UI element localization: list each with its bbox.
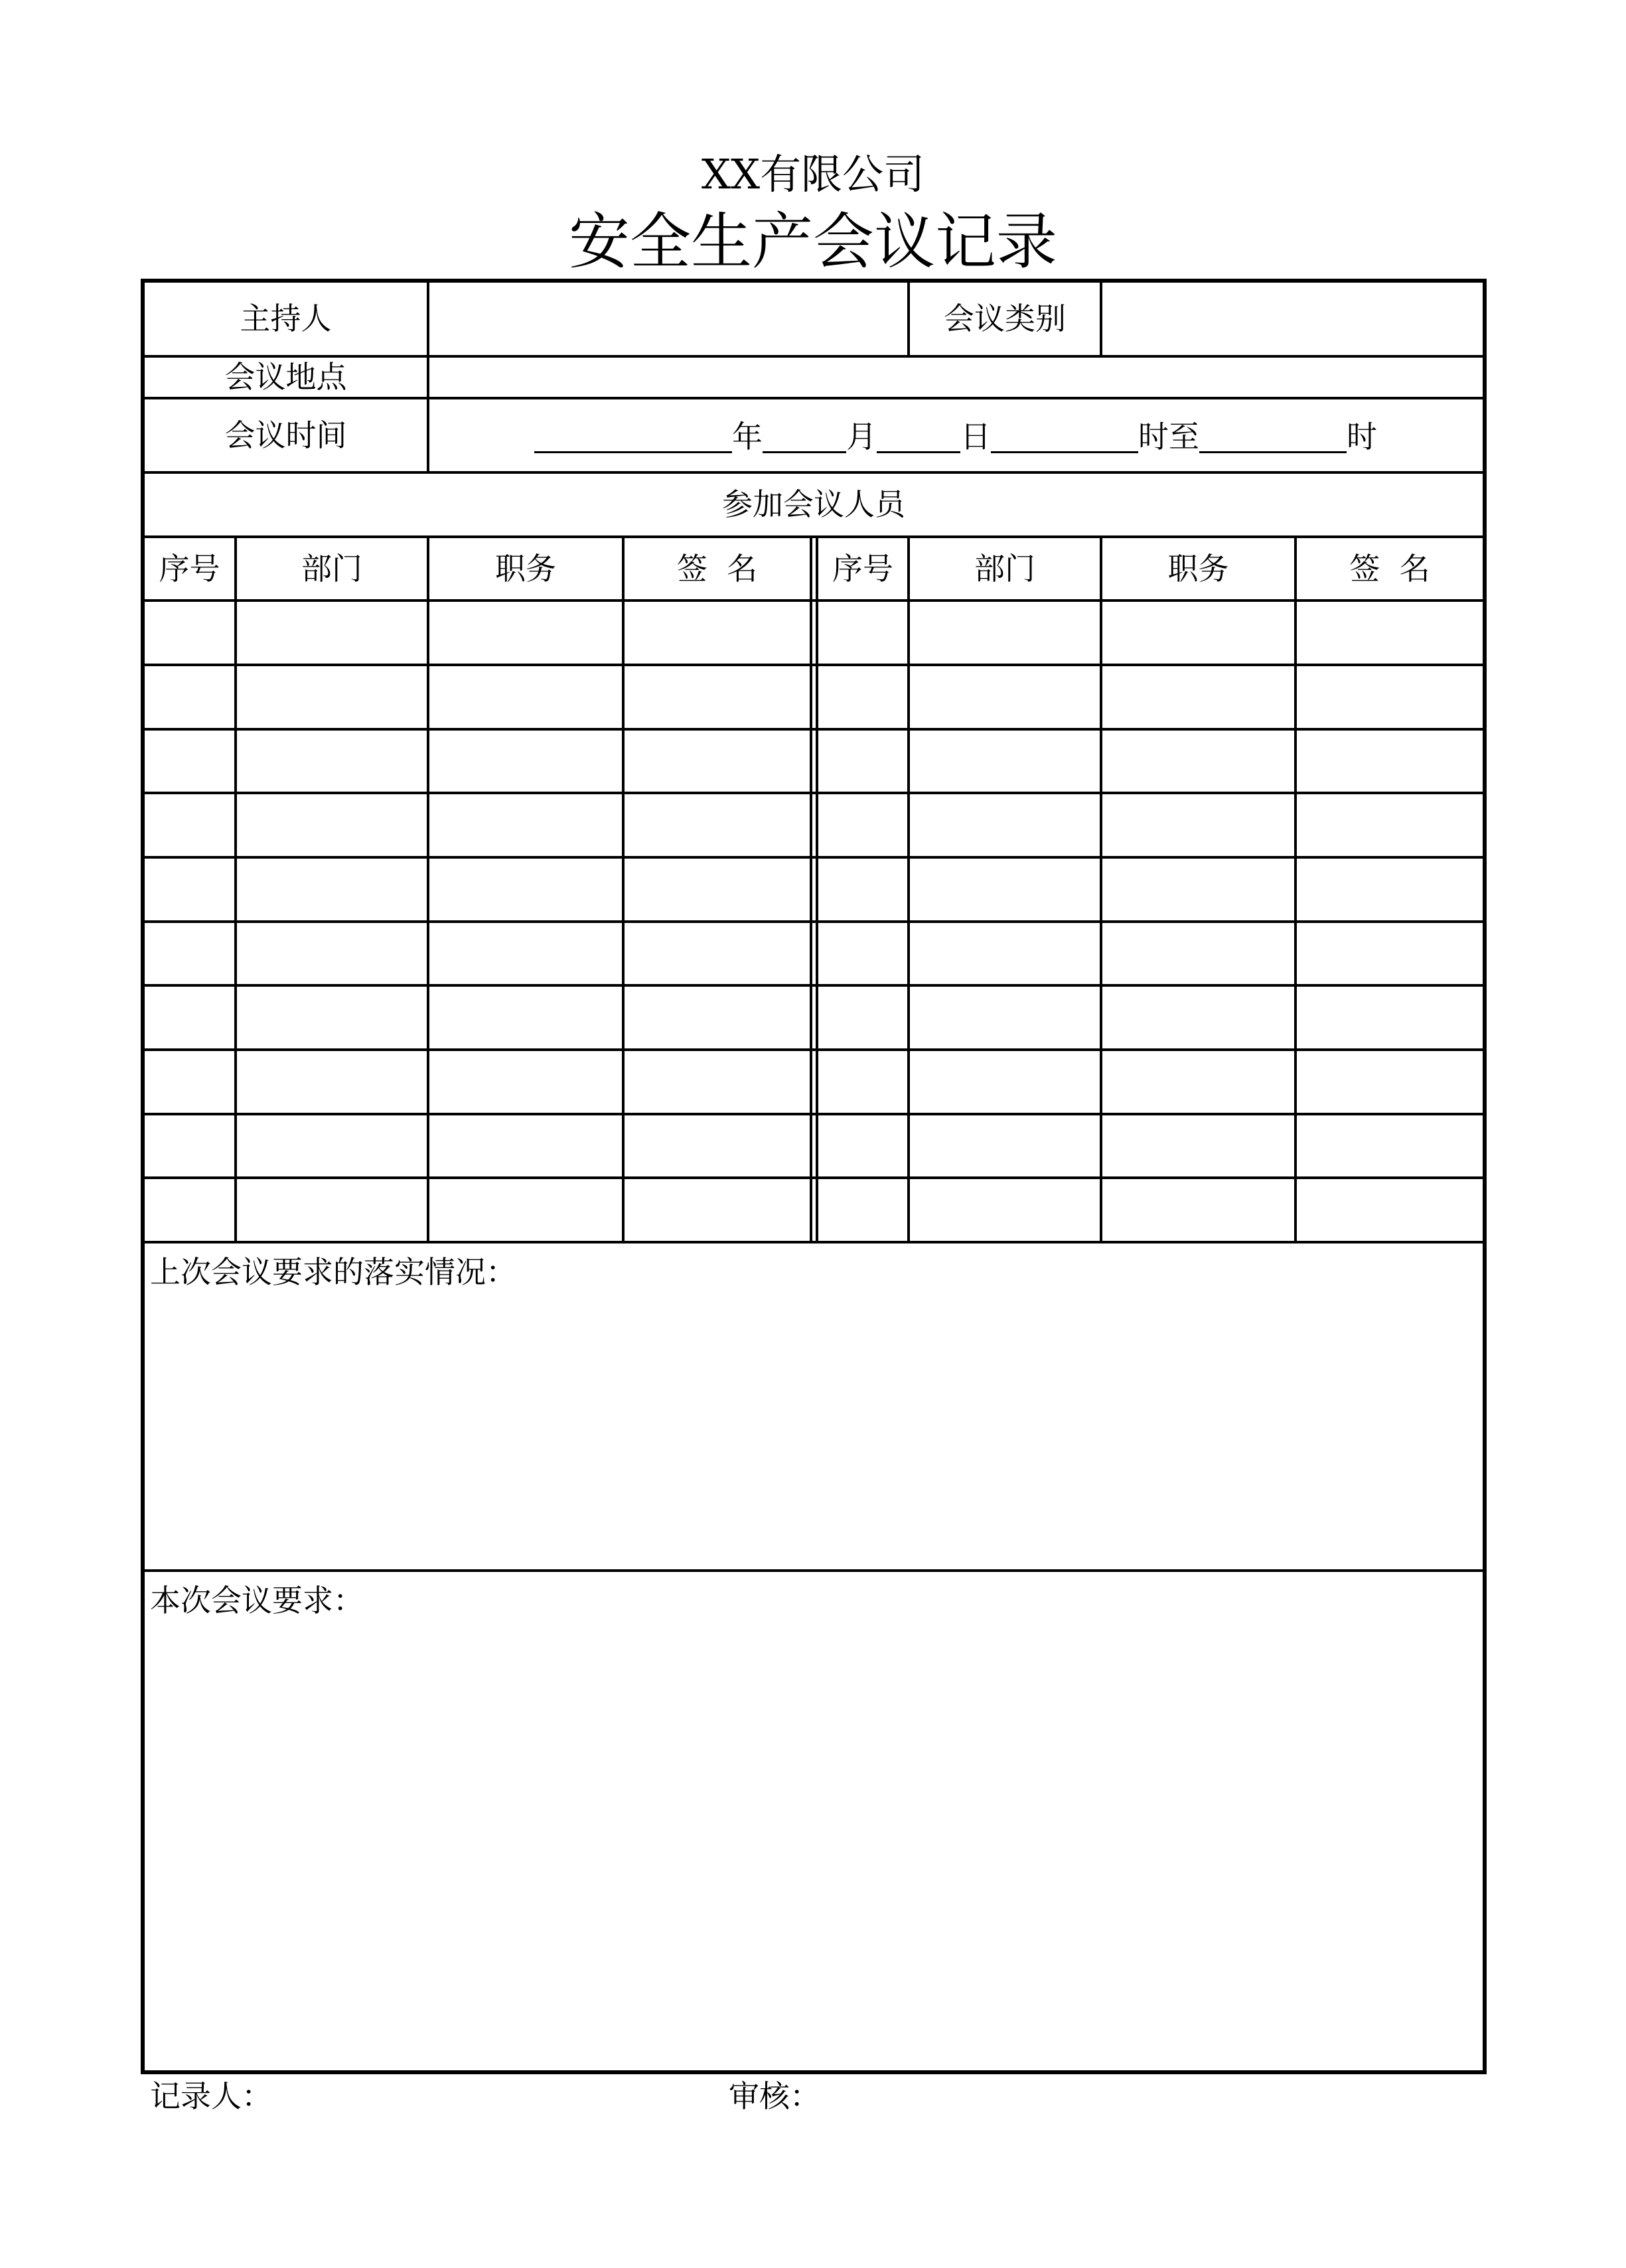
time-label: 会议时间 bbox=[224, 417, 347, 453]
hour-label: 时 bbox=[1347, 419, 1377, 455]
col-header-signature: 签 名 bbox=[676, 550, 758, 587]
row-divider bbox=[141, 1241, 1487, 1243]
row-divider bbox=[141, 984, 1487, 987]
start-hour-blank[interactable] bbox=[991, 417, 1138, 453]
col-header-signature-2: 签 名 bbox=[1349, 550, 1430, 587]
row-divider bbox=[141, 792, 1487, 794]
year-blank[interactable] bbox=[534, 417, 732, 453]
current-requirements-label: 本次会议要求： bbox=[150, 1583, 364, 1618]
col-divider bbox=[810, 535, 812, 1242]
col-divider bbox=[427, 535, 429, 1242]
row-divider bbox=[141, 599, 1487, 602]
row-divider bbox=[141, 1113, 1487, 1115]
company-name: XX有限公司 bbox=[701, 150, 925, 198]
category-field[interactable] bbox=[1102, 283, 1483, 355]
col-divider bbox=[234, 535, 237, 1242]
page-title: 安全生产会议记录 bbox=[568, 206, 1057, 277]
row-divider bbox=[141, 920, 1487, 923]
col-divider bbox=[1294, 535, 1297, 1242]
month-blank[interactable] bbox=[763, 417, 846, 453]
col-divider bbox=[816, 535, 818, 1242]
row-divider bbox=[141, 1569, 1487, 1572]
col-header-position: 职务 bbox=[495, 550, 556, 587]
year-label: 年 bbox=[732, 419, 763, 455]
meeting-time-field[interactable] bbox=[428, 398, 1483, 471]
location-field[interactable] bbox=[429, 358, 1483, 397]
previous-implementation-label: 上次会议要求的落实情况： bbox=[150, 1254, 516, 1290]
time-to-label: 时至 bbox=[1138, 419, 1199, 455]
row-divider bbox=[141, 856, 1487, 859]
month-label: 月 bbox=[846, 419, 877, 455]
col-header-seq-2: 序号 bbox=[832, 550, 893, 587]
row-divider bbox=[141, 664, 1487, 666]
end-hour-blank[interactable] bbox=[1199, 417, 1347, 453]
row-divider bbox=[141, 728, 1487, 731]
reviewer-label: 审核： bbox=[729, 2078, 820, 2114]
host-label: 主持人 bbox=[240, 301, 332, 337]
attendees-title: 参加会议人员 bbox=[722, 486, 905, 523]
col-divider bbox=[622, 535, 625, 1242]
col-header-seq: 序号 bbox=[159, 550, 220, 587]
host-field[interactable] bbox=[429, 283, 907, 355]
category-label: 会议类别 bbox=[944, 301, 1066, 337]
col-divider bbox=[907, 535, 910, 1242]
location-label: 会议地点 bbox=[224, 359, 347, 395]
col-divider bbox=[1100, 535, 1102, 1242]
day-label: 日 bbox=[960, 419, 991, 455]
row-divider bbox=[141, 1176, 1487, 1179]
col-header-dept: 部门 bbox=[301, 550, 362, 587]
day-blank[interactable] bbox=[877, 417, 960, 453]
col-header-position-2: 职务 bbox=[1167, 550, 1229, 587]
recorder-label: 记录人： bbox=[150, 2078, 272, 2114]
row-divider bbox=[141, 1048, 1487, 1051]
col-header-dept-2: 部门 bbox=[974, 550, 1035, 587]
